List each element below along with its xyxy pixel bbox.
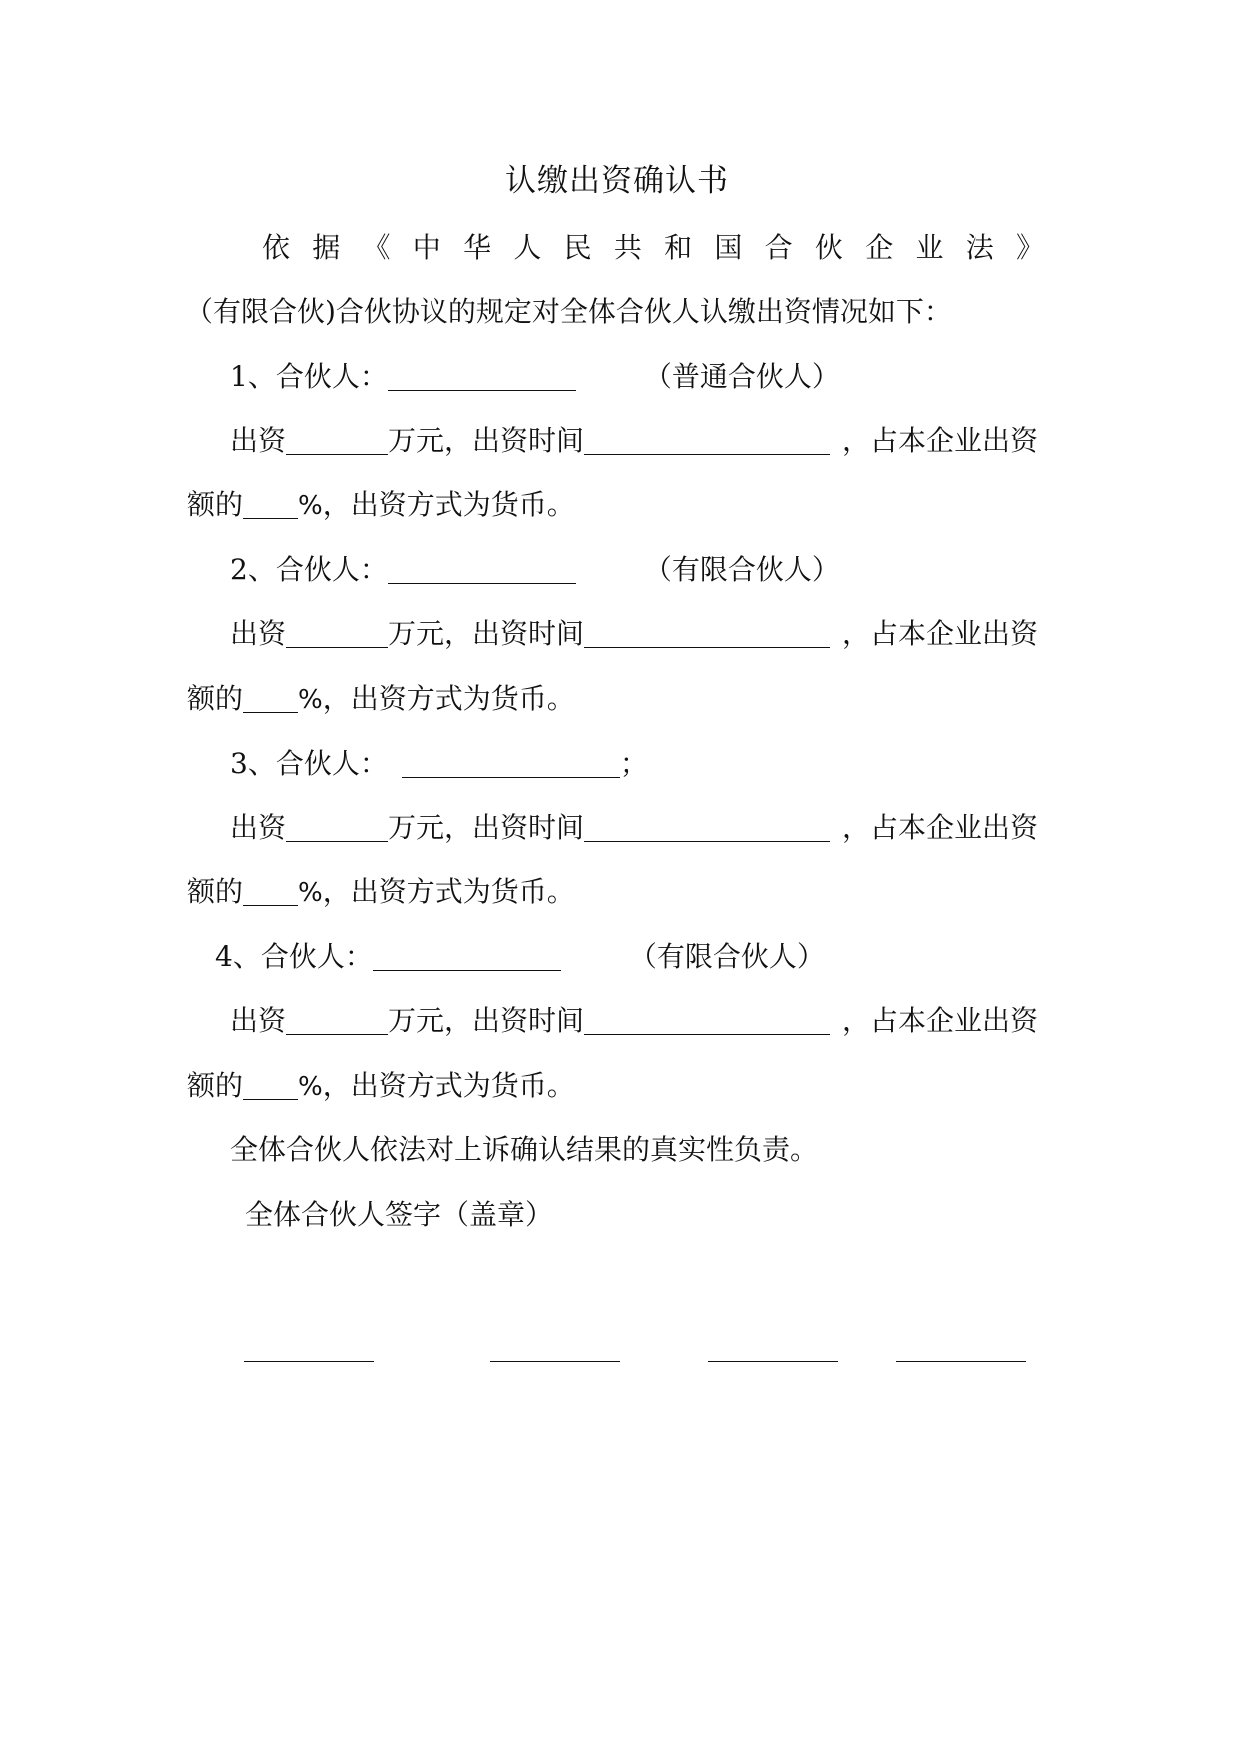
intro-char: 法: [965, 231, 994, 264]
partner-4-amount-field[interactable]: [286, 1008, 388, 1035]
partner-3-ratio-line: [187, 875, 575, 908]
percent-sign: %: [298, 491, 323, 521]
amount-prefix: 出资: [230, 811, 287, 844]
partner-1-amount-field[interactable]: [286, 428, 388, 455]
ratio-prefix: 额的: [187, 1069, 244, 1102]
partner-3-line: [230, 747, 648, 780]
amount-unit: 万元，出资时间: [388, 811, 585, 844]
ratio-prefix: 额的: [187, 875, 244, 908]
percent-sign: %: [298, 685, 323, 715]
partner-3-name-field[interactable]: [402, 751, 620, 778]
signature-line-1[interactable]: [244, 1360, 374, 1362]
partner-type: （普通合伙人）: [643, 360, 840, 393]
document-title: 认缴出资确认书: [505, 163, 729, 199]
amount-unit: 万元，出资时间: [388, 617, 585, 650]
intro-char: 民: [563, 231, 592, 264]
intro-char: 人: [513, 231, 542, 264]
partner-2-name-field[interactable]: [388, 557, 576, 584]
partner-4-name-field[interactable]: [373, 944, 561, 971]
intro-char: 合: [764, 231, 793, 264]
intro-line-1: [262, 231, 1044, 264]
partner-4-line: [215, 940, 825, 973]
partner-3-amount-field[interactable]: [286, 815, 388, 842]
intro-char: 共: [613, 231, 642, 264]
closing-statement: 全体合伙人依法对上诉确认结果的真实性负责。: [230, 1133, 819, 1166]
partner-label: 合伙人：: [275, 747, 388, 780]
share-text: ，占本企业出资: [842, 811, 1039, 844]
partner-type: （有限合伙人）: [628, 940, 825, 973]
percent-sign: %: [298, 878, 323, 908]
partner-type: （有限合伙人）: [643, 553, 840, 586]
method-text: ，出资方式为货币。: [322, 488, 575, 521]
method-text: ，出资方式为货币。: [322, 1069, 575, 1102]
method-text: ，出资方式为货币。: [322, 682, 575, 715]
intro-char: 《: [362, 231, 391, 264]
method-text: ，出资方式为货币。: [322, 875, 575, 908]
partner-2-amount-field[interactable]: [286, 621, 388, 648]
partner-1-amount-line: [230, 424, 1039, 457]
intro-char: 依: [262, 231, 291, 264]
partner-2-ratio-line: [187, 682, 575, 715]
intro-char: 》: [1015, 231, 1044, 264]
partner-2-line: [230, 553, 840, 586]
partner-2-amount-line: [230, 617, 1039, 650]
intro-char: 企: [865, 231, 894, 264]
share-text: ，占本企业出资: [842, 424, 1039, 457]
intro-line-2: （有限合伙)合伙协议的规定对全体合伙人认缴出资情况如下：: [185, 295, 952, 328]
partner-3-amount-line: [230, 811, 1039, 844]
partner-3-date-field[interactable]: [584, 815, 830, 842]
partner-3-ratio-field[interactable]: [243, 879, 298, 906]
share-text: ，占本企业出资: [842, 617, 1039, 650]
partner-number: 4、: [215, 940, 261, 973]
intro-char: 伙: [814, 231, 843, 264]
partner-1-ratio-field[interactable]: [243, 492, 298, 519]
partner-number: 1、: [230, 360, 276, 393]
intro-char: 和: [664, 231, 693, 264]
signature-line-3[interactable]: [708, 1360, 838, 1362]
partner-label: 合伙人：: [260, 940, 373, 973]
signature-line-4[interactable]: [896, 1360, 1026, 1362]
partner-4-ratio-line: [187, 1069, 575, 1102]
signature-label: 全体合伙人签字（盖章）: [245, 1198, 554, 1231]
partner-1-line: [230, 360, 840, 393]
intro-char: 国: [714, 231, 743, 264]
partner-2-ratio-field[interactable]: [243, 686, 298, 713]
partner-4-date-field[interactable]: [584, 1008, 830, 1035]
intro-char: 华: [463, 231, 492, 264]
partner-1-name-field[interactable]: [388, 364, 576, 391]
partner-label: 合伙人：: [275, 553, 388, 586]
amount-prefix: 出资: [230, 617, 287, 650]
partner-2-date-field[interactable]: [584, 621, 830, 648]
ratio-prefix: 额的: [187, 682, 244, 715]
intro-char: 中: [412, 231, 441, 264]
amount-prefix: 出资: [230, 424, 287, 457]
partner-1-date-field[interactable]: [584, 428, 830, 455]
end-mark: ；: [619, 747, 648, 780]
intro-char: 业: [915, 231, 944, 264]
intro-char: 据: [312, 231, 341, 264]
partner-1-ratio-line: [187, 488, 575, 521]
ratio-prefix: 额的: [187, 488, 244, 521]
partner-4-ratio-field[interactable]: [243, 1073, 298, 1100]
share-text: ，占本企业出资: [842, 1004, 1039, 1037]
partner-number: 2、: [230, 553, 276, 586]
amount-prefix: 出资: [230, 1004, 287, 1037]
amount-unit: 万元，出资时间: [388, 424, 585, 457]
partner-label: 合伙人：: [275, 360, 388, 393]
amount-unit: 万元，出资时间: [388, 1004, 585, 1037]
signature-line-2[interactable]: [490, 1360, 620, 1362]
partner-4-amount-line: [230, 1004, 1039, 1037]
percent-sign: %: [298, 1072, 323, 1102]
partner-number: 3、: [230, 747, 276, 780]
